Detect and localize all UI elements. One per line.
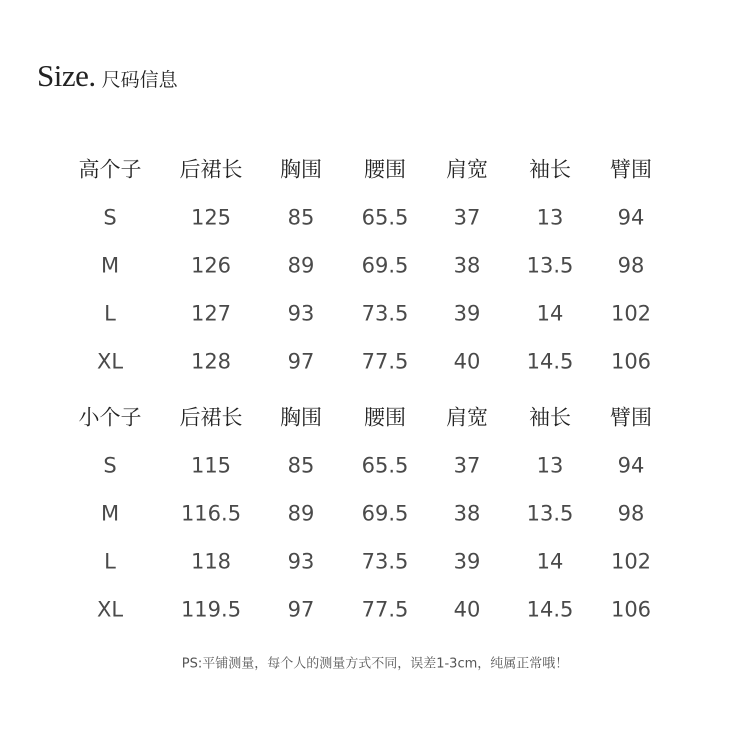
measurement-cell: 77.5 xyxy=(361,349,409,374)
measurement-cell: 13 xyxy=(536,453,564,478)
table-header-cell: 腰围 xyxy=(364,405,406,430)
measurement-cell: 102 xyxy=(610,301,652,326)
measurement-cell: 94 xyxy=(617,453,645,478)
measurement-cell: 97 xyxy=(287,349,315,374)
measurement-cell: 13 xyxy=(536,205,564,230)
measurement-cell: 73.5 xyxy=(361,549,409,574)
measurement-cell: 97 xyxy=(287,597,315,622)
measurement-note: PS:平铺测量，每个人的测量方式不同，误差1-3cm，纯属正常哦！ xyxy=(181,656,569,672)
measurement-cell: 85 xyxy=(287,453,315,478)
title-chinese: 尺码信息 xyxy=(101,69,178,91)
measurement-cell: 37 xyxy=(453,205,481,230)
measurement-cell: 13.5 xyxy=(526,501,574,526)
measurement-cell: 119.5 xyxy=(180,597,242,622)
table-header-cell: 腰围 xyxy=(364,157,406,182)
size-label-cell: S xyxy=(103,453,117,478)
measurement-cell: 73.5 xyxy=(361,301,409,326)
size-label-cell: S xyxy=(103,205,117,230)
measurement-cell: 115 xyxy=(190,453,232,478)
measurement-cell: 85 xyxy=(287,205,315,230)
measurement-cell: 94 xyxy=(617,205,645,230)
size-label-cell: L xyxy=(104,549,116,574)
size-label-cell: M xyxy=(100,253,120,278)
measurement-cell: 128 xyxy=(190,349,232,374)
measurement-cell: 126 xyxy=(190,253,232,278)
measurement-cell: 37 xyxy=(453,453,481,478)
table-header-cell: 胸围 xyxy=(280,405,322,430)
table-header-cell: 后裙长 xyxy=(179,405,243,430)
size-label-cell: XL xyxy=(96,597,124,622)
table-header-cell: 胸围 xyxy=(280,157,322,182)
measurement-cell: 14.5 xyxy=(526,349,574,374)
measurement-cell: 69.5 xyxy=(361,501,409,526)
measurement-cell: 98 xyxy=(617,253,645,278)
measurement-cell: 14 xyxy=(536,549,564,574)
measurement-cell: 39 xyxy=(453,549,481,574)
table-header-cell: 肩宽 xyxy=(446,405,488,430)
table-header-cell: 臂围 xyxy=(610,157,652,182)
measurement-cell: 69.5 xyxy=(361,253,409,278)
table-header-cell: 袖长 xyxy=(529,405,571,430)
page-title xyxy=(37,58,178,94)
measurement-cell: 77.5 xyxy=(361,597,409,622)
table-header-cell: 小个子 xyxy=(78,405,142,430)
measurement-cell: 40 xyxy=(453,597,481,622)
table-header-cell: 高个子 xyxy=(78,157,142,182)
measurement-cell: 13.5 xyxy=(526,253,574,278)
title-english: Size. xyxy=(37,58,96,93)
measurement-cell: 125 xyxy=(190,205,232,230)
size-label-cell: L xyxy=(104,301,116,326)
size-label-cell: XL xyxy=(96,349,124,374)
measurement-cell: 89 xyxy=(287,501,315,526)
measurement-cell: 38 xyxy=(453,253,481,278)
measurement-cell: 98 xyxy=(617,501,645,526)
table-header-cell: 袖长 xyxy=(529,157,571,182)
measurement-cell: 106 xyxy=(610,349,652,374)
size-label-cell: M xyxy=(100,501,120,526)
measurement-cell: 102 xyxy=(610,549,652,574)
measurement-cell: 65.5 xyxy=(361,453,409,478)
measurement-cell: 93 xyxy=(287,301,315,326)
measurement-cell: 65.5 xyxy=(361,205,409,230)
measurement-cell: 118 xyxy=(190,549,232,574)
measurement-cell: 38 xyxy=(453,501,481,526)
table-header-cell: 后裙长 xyxy=(179,157,243,182)
measurement-cell: 93 xyxy=(287,549,315,574)
measurement-cell: 39 xyxy=(453,301,481,326)
measurement-cell: 40 xyxy=(453,349,481,374)
table-header-cell: 臂围 xyxy=(610,405,652,430)
measurement-cell: 14.5 xyxy=(526,597,574,622)
measurement-cell: 14 xyxy=(536,301,564,326)
measurement-cell: 127 xyxy=(190,301,232,326)
table-header-cell: 肩宽 xyxy=(446,157,488,182)
measurement-cell: 106 xyxy=(610,597,652,622)
measurement-cell: 89 xyxy=(287,253,315,278)
measurement-cell: 116.5 xyxy=(180,501,242,526)
